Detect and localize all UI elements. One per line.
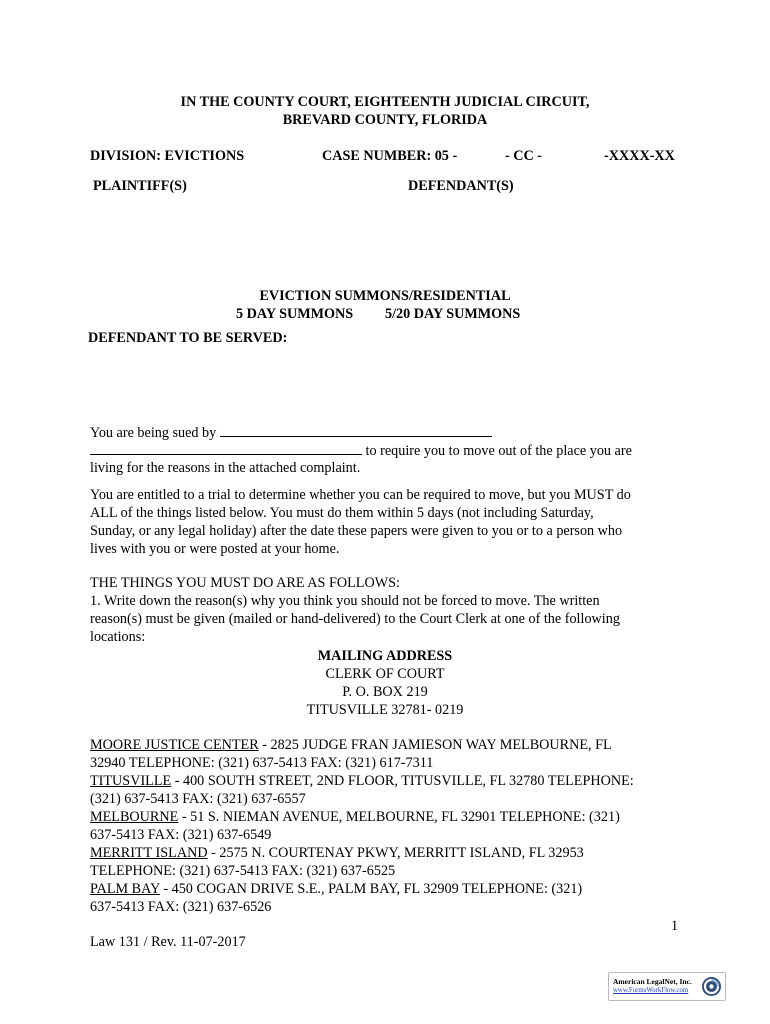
location-titusville-line2: (321) 637-5413 FAX: (321) 637-6557 xyxy=(90,791,306,807)
things-paragraph xyxy=(90,574,690,646)
location-address: - 51 S. NIEMAN AVENUE, MELBOURNE, FL 32901 TELEPHONE: (321) xyxy=(178,809,620,825)
plaintiff-name-blank[interactable] xyxy=(220,423,492,437)
case-cc-label: - CC - xyxy=(505,148,543,164)
trial-line2: ALL of the things listed below. You must do them within 5 days (not including Saturday, xyxy=(90,505,594,521)
mailing-line3: TITUSVILLE 32781- 0219 xyxy=(306,702,464,718)
summons-title: EVICTION SUMMONS/RESIDENTIAL xyxy=(259,288,511,304)
location-address: - 400 SOUTH STREET, 2ND FLOOR, TITUSVILLE, FL 32780 TELEPHONE: xyxy=(171,773,634,789)
defendant-label: DEFENDANT(S) xyxy=(408,178,514,194)
form-id: Law 131 / Rev. 11-07-2017 xyxy=(90,934,246,950)
division-label: DIVISION: EVICTIONS xyxy=(90,148,245,164)
mailing-line1: CLERK OF COURT xyxy=(325,666,445,682)
location-name: PALM BAY xyxy=(90,881,160,897)
location-address: - 450 COGAN DRIVE S.E., PALM BAY, FL 32909 TELEPHONE: (321) xyxy=(159,881,583,897)
location-name: TITUSVILLE xyxy=(90,773,172,789)
mailing-line2: P. O. BOX 219 xyxy=(342,684,428,700)
court-title-line2: BREVARD COUNTY, FLORIDA xyxy=(282,112,488,128)
things-heading: THE THINGS YOU MUST DO ARE AS FOLLOWS: xyxy=(90,575,400,591)
trial-line1: You are entitled to a trial to determine whether you can be required to move, but you MUST do xyxy=(90,487,631,503)
locations-list xyxy=(90,736,690,916)
court-title-line1: IN THE COUNTY COURT, EIGHTEENTH JUDICIAL CIRCUIT, xyxy=(180,94,590,110)
sued-paragraph xyxy=(90,423,690,477)
plaintiff-name-blank-2[interactable] xyxy=(90,441,362,455)
sued-middle: to require you to move out of the place you are xyxy=(365,443,632,459)
sued-line3: living for the reasons in the attached complaint. xyxy=(90,460,361,476)
location-name: MERRITT ISLAND xyxy=(90,845,208,861)
logo-company-name: American LegalNet, Inc. xyxy=(613,977,692,986)
mailing-address-heading: MAILING ADDRESS xyxy=(317,648,453,664)
things-line2: reason(s) must be given (mailed or hand-delivered) to the Court Clerk at one of the following xyxy=(90,611,620,627)
summons-option-5day: 5 DAY SUMMONS xyxy=(236,306,354,322)
logo-url-link[interactable]: www.FormsWorkFlow.com xyxy=(613,987,689,994)
globe-icon xyxy=(701,976,722,997)
defendant-to-be-served-label: DEFENDANT TO BE SERVED: xyxy=(88,330,288,346)
case-suffix-label: -XXXX-XX xyxy=(604,148,675,164)
summons-option-5-20day: 5/20 DAY SUMMONS xyxy=(385,306,521,322)
location-moore-line2: 32940 TELEPHONE: (321) 637-5413 FAX: (321) 617-7311 xyxy=(90,755,434,771)
trial-paragraph xyxy=(90,486,690,558)
location-moore-line1 xyxy=(90,736,690,754)
location-address: - 2825 JUDGE FRAN JAMIESON WAY MELBOURNE, FL xyxy=(258,737,612,753)
location-palmbay-line1 xyxy=(90,880,690,898)
location-melbourne-line1 xyxy=(90,808,690,826)
things-line3: locations: xyxy=(90,629,146,645)
plaintiff-label: PLAINTIFF(S) xyxy=(93,178,187,194)
location-address: - 2575 N. COURTENAY PKWY, MERRITT ISLAND, FL 32953 xyxy=(207,845,584,861)
location-palmbay-line2: 637-5413 FAX: (321) 637-6526 xyxy=(90,899,272,915)
location-name: MELBOURNE xyxy=(90,809,179,825)
trial-line4: lives with you or were posted at your home. xyxy=(90,541,340,557)
page-number: 1 xyxy=(671,918,679,934)
location-merritt-line2: TELEPHONE: (321) 637-5413 FAX: (321) 637-6525 xyxy=(90,863,396,879)
location-name: MOORE JUSTICE CENTER xyxy=(90,737,259,753)
sued-prefix: You are being sued by xyxy=(90,425,217,441)
trial-line3: Sunday, or any legal holiday) after the date these papers were given to you or to a person who xyxy=(90,523,623,539)
location-merritt-line1 xyxy=(90,844,690,862)
location-titusville-line1 xyxy=(90,772,690,790)
location-melbourne-line2: 637-5413 FAX: (321) 637-6549 xyxy=(90,827,272,843)
things-line1: 1. Write down the reason(s) why you think you should not be forced to move. The written xyxy=(90,593,600,609)
forms-workflow-logo[interactable] xyxy=(608,972,726,1001)
case-number-label: CASE NUMBER: 05 - xyxy=(322,148,458,164)
